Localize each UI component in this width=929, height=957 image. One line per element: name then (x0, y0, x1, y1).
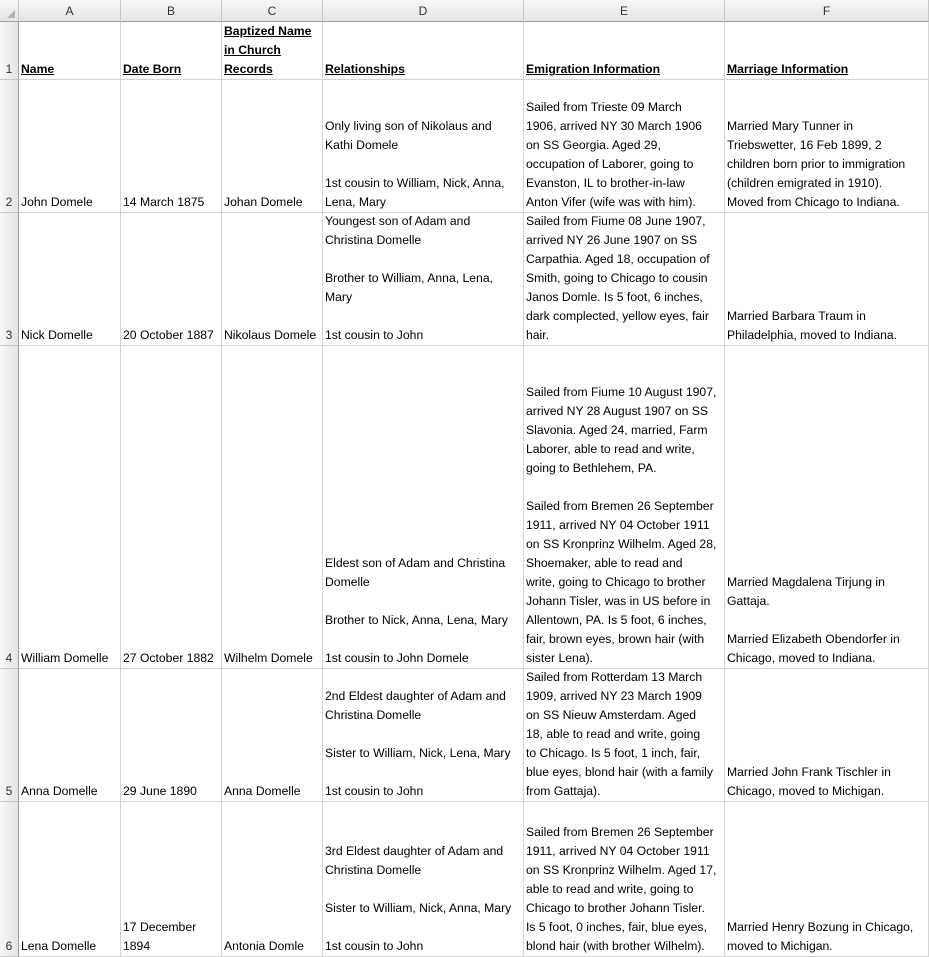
cell-relationships[interactable]: 2nd Eldest daughter of Adam and Christina Domelle Sister to William, Nick, Lena, Mary 1st cousin to John (323, 669, 524, 802)
cell-baptized-name[interactable]: Anna Domelle (222, 669, 323, 802)
cell-marriage-information[interactable]: Married Magdalena Tirjung in Gattaja. Married Elizabeth Obendorfer in Chicago, moved to Indiana. (725, 346, 929, 669)
cell-marriage-information[interactable]: Married Henry Bozung in Chicago, moved to Michigan. (725, 802, 929, 957)
cell-date-born[interactable]: 14 March 1875 (121, 80, 222, 213)
column-header-d[interactable]: D (323, 0, 524, 22)
cell-name[interactable]: Anna Domelle (19, 669, 121, 802)
select-all-corner[interactable] (0, 0, 19, 22)
cell-date-born[interactable]: 27 October 1882 (121, 346, 222, 669)
column-header-e[interactable]: E (524, 0, 725, 22)
column-header-a[interactable]: A (19, 0, 121, 22)
column-header-f[interactable]: F (725, 0, 929, 22)
row-header-6[interactable]: 6 (0, 802, 19, 957)
table-row (0, 669, 929, 802)
cell-date-born[interactable]: 17 December 1894 (121, 802, 222, 957)
header-marriage-information[interactable]: Marriage Information (725, 22, 929, 80)
cell-name[interactable]: Nick Domelle (19, 213, 121, 346)
cell-date-born[interactable]: 29 June 1890 (121, 669, 222, 802)
row-header-4[interactable]: 4 (0, 346, 19, 669)
cell-emigration-information[interactable]: Sailed from Fiume 10 August 1907, arrived NY 28 August 1907 on SS Slavonia. Aged 24, married, Farm Laborer, able to read and write, going to Bethlehem, PA. Sailed from Bremen 26 September 1911, arrived NY 04 October 1911 on SS Kronprinz Wilhelm. Aged 28, Shoemaker, able to read and write, going to Chicago to brother Johann Tisler, was in US before in Allentown, PA. Is 5 foot, 6 inches, fair, brown eyes, brown hair (with sister Lena). (524, 346, 725, 669)
header-date-born[interactable]: Date Born (121, 22, 222, 80)
cell-relationships[interactable]: Youngest son of Adam and Christina Domelle Brother to William, Anna, Lena, Mary 1st cousin to John (323, 213, 524, 346)
cell-relationships[interactable]: 3rd Eldest daughter of Adam and Christina Domelle Sister to William, Nick, Anna, Mary 1st cousin to John (323, 802, 524, 957)
header-relationships[interactable]: Relationships (323, 22, 524, 80)
cell-relationships[interactable]: Only living son of Nikolaus and Kathi Domele 1st cousin to William, Nick, Anna, Lena, Mary (323, 80, 524, 213)
cell-marriage-information[interactable]: Married John Frank Tischler in Chicago, moved to Michigan. (725, 669, 929, 802)
cell-emigration-information[interactable]: Sailed from Rotterdam 13 March 1909, arrived NY 23 March 1909 on SS Nieuw Amsterdam. Aged 18, able to read and write, going to Chicago. Is 5 foot, 1 inch, fair, blue eyes, blond hair (with a family from Gattaja). (524, 669, 725, 802)
cell-relationships[interactable]: Eldest son of Adam and Christina Domelle Brother to Nick, Anna, Lena, Mary 1st cousin to John Domele (323, 346, 524, 669)
column-header-c[interactable]: C (222, 0, 323, 22)
cell-baptized-name[interactable]: Johan Domele (222, 80, 323, 213)
cell-emigration-information[interactable]: Sailed from Bremen 26 September 1911, arrived NY 04 October 1911 on SS Kronprinz Wilhelm. Aged 17, able to read and write, going to Chicago to brother Johann Tisler. Is 5 foot, 0 inches, fair, blue eyes, blond hair (with brother Wilhelm). (524, 802, 725, 957)
row-header-3[interactable]: 3 (0, 213, 19, 346)
cell-date-born[interactable]: 20 October 1887 (121, 213, 222, 346)
cell-name[interactable]: John Domele (19, 80, 121, 213)
cell-emigration-information[interactable]: Sailed from Trieste 09 March 1906, arrived NY 30 March 1906 on SS Georgia. Aged 29, occupation of Laborer, going to Evanston, IL to brother-in-law Anton Vifer (wife was with him). (524, 80, 725, 213)
header-emigration-information[interactable]: Emigration Information (524, 22, 725, 80)
table-row (0, 213, 929, 346)
cell-name[interactable]: Lena Domelle (19, 802, 121, 957)
header-baptized-name[interactable]: Baptized Name in Church Records (222, 22, 323, 80)
cell-marriage-information[interactable]: Married Mary Tunner in Triebswetter, 16 Feb 1899, 2 children born prior to immigration (children emigrated in 1910). Moved from Chicago to Indiana. (725, 80, 929, 213)
cell-name[interactable]: William Domelle (19, 346, 121, 669)
cell-emigration-information[interactable]: Sailed from Fiume 08 June 1907, arrived NY 26 June 1907 on SS Carpathia. Aged 18, occupation of Smith, going to Chicago to cousin Janos Domle. Is 5 foot, 6 inches, dark complected, yellow eyes, fair hair. (524, 213, 725, 346)
column-header-bar (0, 0, 929, 22)
table-row (0, 80, 929, 213)
column-header-b[interactable]: B (121, 0, 222, 22)
header-name[interactable]: Name (19, 22, 121, 80)
table-row (0, 346, 929, 669)
row-header-1[interactable]: 1 (0, 22, 19, 80)
cell-marriage-information[interactable]: Married Barbara Traum in Philadelphia, moved to Indiana. (725, 213, 929, 346)
table-header-row (0, 22, 929, 80)
cell-baptized-name[interactable]: Nikolaus Domele (222, 213, 323, 346)
row-header-5[interactable]: 5 (0, 669, 19, 802)
row-header-2[interactable]: 2 (0, 80, 19, 213)
cell-baptized-name[interactable]: Antonia Domle (222, 802, 323, 957)
table-row (0, 802, 929, 957)
cell-baptized-name[interactable]: Wilhelm Domele (222, 346, 323, 669)
